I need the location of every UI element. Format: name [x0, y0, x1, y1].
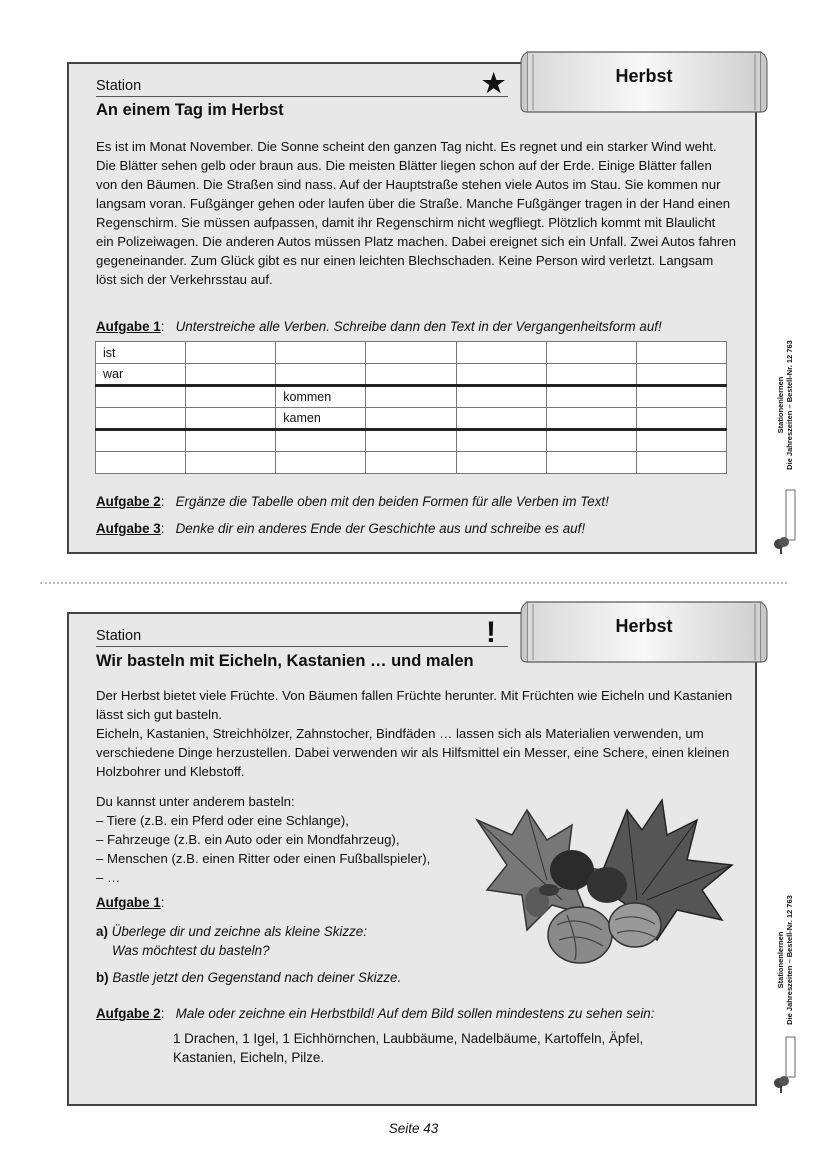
autumn-leaves-nuts-image	[467, 790, 747, 970]
task-instruction: Ergänze die Tabelle oben mit den beiden Formen für alle Verben im Text!	[175, 494, 609, 509]
table-cell	[96, 408, 186, 430]
publisher-logo	[772, 1035, 796, 1085]
table-cell	[366, 364, 456, 386]
herbst-banner	[519, 598, 769, 666]
task-label: Aufgabe 2	[96, 1006, 161, 1021]
table-cell	[456, 364, 546, 386]
station-label: Station	[96, 78, 142, 94]
table-cell	[96, 452, 186, 474]
tree-logo-icon	[772, 1035, 796, 1105]
table-cell: war	[96, 364, 186, 386]
title-rule	[96, 646, 508, 647]
banner-label: Herbst	[615, 66, 673, 86]
task-instruction: Unterstreiche alle Verben. Schreibe dann den Text in der Vergangenheitsform auf!	[175, 319, 662, 334]
cut-line	[40, 582, 787, 584]
task-3: Aufgabe 3: Denke dir ein anderes Ende der Geschichte aus und schreibe es auf!	[96, 521, 586, 536]
table-cell	[186, 430, 276, 452]
table-cell	[546, 342, 636, 364]
task-2: Aufgabe 2: Male oder zeichne ein Herbstbild! Auf dem Bild sollen mindestens zu sehen sein:	[96, 1006, 655, 1021]
table-cell	[456, 386, 546, 408]
table-cell	[456, 452, 546, 474]
table-cell	[636, 408, 726, 430]
table-cell	[276, 364, 366, 386]
task-1a: a) Überlege dir und zeichne als kleine Skizze: Was möchtest du basteln?	[96, 924, 367, 958]
table-cell	[456, 408, 546, 430]
task-label: Aufgabe 2	[96, 494, 161, 509]
publisher-logo	[772, 488, 796, 538]
table-cell	[96, 430, 186, 452]
task-2-items: 1 Drachen, 1 Igel, 1 Eichhörnchen, Laubbäume, Nadelbäume, Kartoffeln, Äpfel, Kastanien, Eicheln, Pilze.	[173, 1031, 644, 1065]
table-cell: ist	[96, 342, 186, 364]
task-label: Aufgabe 1	[96, 895, 161, 910]
table-row	[96, 430, 727, 452]
table-cell	[186, 386, 276, 408]
table-cell	[276, 342, 366, 364]
exclamation-icon: !	[486, 616, 496, 649]
table-cell	[276, 430, 366, 452]
table-cell	[546, 452, 636, 474]
side-caption: Stationenlernen Die Jahreszeiten – Bestell-Nr. 12 763	[776, 895, 794, 1025]
craft-list: Du kannst unter anderem basteln: – Tiere (z.B. ein Pferd oder eine Schlange), – Fahrzeuge (z.B. ein Auto oder ein Mondfahrzeug), – Menschen (z.B. einen Ritter oder einen Fußballspieler), – …	[96, 794, 431, 885]
side-caption: Stationenlernen Die Jahreszeiten – Bestell-Nr. 12 763	[776, 340, 794, 470]
table-cell	[456, 430, 546, 452]
task-1-heading: Aufgabe 1:	[96, 895, 165, 910]
table-cell	[186, 452, 276, 474]
table-cell	[636, 342, 726, 364]
table-row	[96, 386, 727, 408]
station-title: An einem Tag im Herbst	[96, 101, 284, 119]
page-number: Seite 43	[388, 1121, 439, 1136]
table-cell	[276, 452, 366, 474]
table-cell	[546, 430, 636, 452]
table-cell	[366, 430, 456, 452]
table-cell: kamen	[276, 408, 366, 430]
task-label: Aufgabe 1	[96, 319, 161, 334]
table-row	[96, 364, 727, 386]
star-icon: ★	[482, 68, 506, 98]
table-cell	[366, 452, 456, 474]
table-cell	[96, 386, 186, 408]
table-cell	[546, 364, 636, 386]
table-cell	[366, 342, 456, 364]
task-2: Aufgabe 2: Ergänze die Tabelle oben mit den beiden Formen für alle Verben im Text!	[96, 494, 609, 509]
task-instruction: Male oder zeichne ein Herbstbild! Auf dem Bild sollen mindestens zu sehen sein:	[175, 1006, 655, 1021]
task-1b: b) Bastle jetzt den Gegenstand nach deiner Skizze.	[96, 970, 402, 985]
table-cell	[366, 408, 456, 430]
station-card-1	[67, 62, 757, 554]
task-instruction: Denke dir ein anderes Ende der Geschichte aus und schreibe es auf!	[175, 521, 586, 536]
task-1: Aufgabe 1: Unterstreiche alle Verben. Schreibe dann den Text in der Vergangenheitsform auf!	[96, 319, 662, 334]
table-cell	[636, 364, 726, 386]
table-cell	[186, 408, 276, 430]
table-cell: kommen	[276, 386, 366, 408]
table-cell	[456, 342, 546, 364]
table-cell	[636, 430, 726, 452]
intro-text: Der Herbst bietet viele Früchte. Von Bäumen fallen Früchte herunter. Mit Früchten wie Eicheln und Kastanien lässt sich gut basteln. Eicheln, Kastanien, Streichhölzer, Zahnstocher, Bindfäden … lassen sich als Materialien verwenden, um verschiedene Dinge herzustellen. Dabei verwenden wir als Hilfsmittel ein Messer, eine Schere, einen kleinen Holzbohrer und Klebstoff.	[96, 688, 733, 779]
task-label: Aufgabe 3	[96, 521, 161, 536]
table-cell	[636, 386, 726, 408]
title-rule	[96, 96, 508, 97]
station-title: Wir basteln mit Eicheln, Kastanien … und malen	[96, 652, 474, 670]
table-cell	[636, 452, 726, 474]
tree-logo-icon	[772, 488, 796, 558]
table-cell	[546, 408, 636, 430]
table-row	[96, 408, 727, 430]
table-cell	[366, 386, 456, 408]
verb-table	[95, 341, 727, 474]
story-paragraph: Es ist im Monat November. Die Sonne scheint den ganzen Tag nicht. Es regnet und ein starker Wind weht. Die Blätter sehen gelb oder braun aus. Die meisten Blätter liegen schon auf der Erde. Einige Blätter fallen von den Bäumen. Die Straßen sind nass. Auf der Hauptstraße stehen viele Autos im Stau. Sie kommen nur langsam voran. Fußgänger gehen oder laufen über die Straße. Manche Fußgänger tragen in der Hand einen Regenschirm. Sie müssen aufpassen, damit ihr Regenschirm nicht wegfliegt. Plötzlich kommt mit Blaulicht ein Polizeiwagen. Die anderen Autos müssen Platz machen. Dabei ereignet sich ein Unfall. Zwei Autos fahren gegeneinander. Zum Glück gibt es nur einen leichten Blechschaden. Keine Person wird verletzt. Langsam löst sich der Verkehrsstau auf.	[96, 139, 736, 287]
station-label: Station	[96, 628, 142, 644]
table-cell	[546, 386, 636, 408]
table-cell	[186, 364, 276, 386]
banner-label: Herbst	[615, 616, 673, 636]
table-row	[96, 342, 727, 364]
herbst-banner	[519, 48, 769, 116]
table-row	[96, 452, 727, 474]
table-cell	[186, 342, 276, 364]
